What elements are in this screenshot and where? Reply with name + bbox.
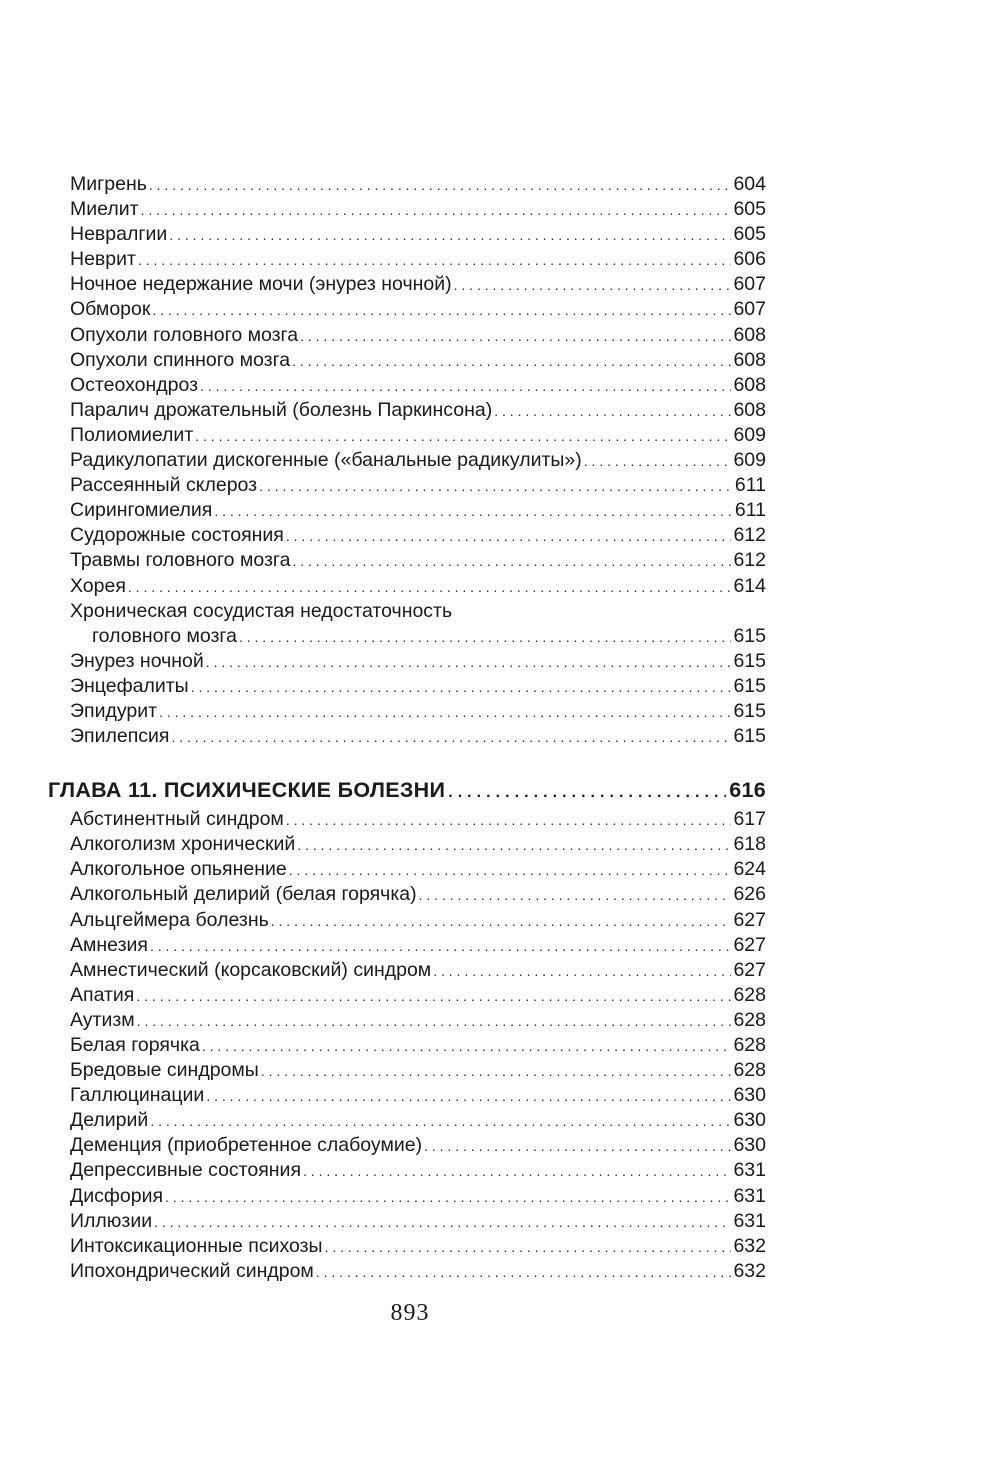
chapter-dot-leader bbox=[448, 776, 726, 810]
toc-entry-page: 627 bbox=[733, 908, 766, 931]
toc-entry-title: Делирий bbox=[70, 1109, 149, 1132]
toc-entry bbox=[48, 624, 766, 649]
toc-entry-title: Иллюзии bbox=[70, 1209, 153, 1232]
toc-entry bbox=[48, 599, 766, 624]
toc-entry bbox=[48, 1259, 766, 1284]
toc-entry bbox=[48, 933, 766, 958]
toc-dot-leader bbox=[325, 1235, 732, 1260]
toc-dot-leader bbox=[128, 575, 732, 600]
toc-entry-title: Эпилепсия bbox=[70, 725, 170, 748]
toc-entry-title: Амнестический (корсаковский) синдром bbox=[70, 958, 432, 981]
toc-entry-title: Интоксикационные психозы bbox=[70, 1234, 323, 1257]
toc-dot-leader bbox=[138, 248, 731, 273]
toc-dot-leader bbox=[419, 883, 732, 908]
toc-entry-page: 611 bbox=[734, 474, 766, 497]
toc-dot-leader bbox=[206, 650, 732, 675]
toc-dot-leader bbox=[154, 1210, 731, 1235]
toc-entry-page: 617 bbox=[733, 808, 766, 831]
toc-entry-title: Обморок bbox=[70, 298, 151, 321]
table-of-contents bbox=[48, 172, 766, 1284]
toc-entry-page: 612 bbox=[733, 549, 766, 572]
toc-entry bbox=[48, 908, 766, 933]
toc-entry-page: 604 bbox=[733, 173, 766, 195]
toc-entry bbox=[48, 807, 766, 832]
toc-entry-page: 608 bbox=[733, 323, 766, 346]
toc-entry bbox=[48, 1108, 766, 1133]
toc-dot-leader bbox=[424, 1134, 731, 1159]
toc-dot-leader bbox=[169, 223, 731, 248]
toc-entry-page: 628 bbox=[733, 983, 766, 1006]
toc-entry bbox=[48, 882, 766, 907]
toc-entry-page: 605 bbox=[733, 223, 766, 246]
toc-entry-title: Депрессивные состояния bbox=[70, 1159, 302, 1182]
toc-entry-title: Неврит bbox=[70, 248, 136, 271]
toc-dot-leader bbox=[149, 173, 732, 198]
toc-entry-page: 615 bbox=[733, 725, 766, 748]
toc-dot-leader bbox=[202, 1034, 732, 1059]
page-number: 893 bbox=[390, 1300, 430, 1326]
toc-entry-page: 609 bbox=[733, 449, 766, 472]
section-spacer bbox=[48, 749, 766, 773]
toc-dot-leader bbox=[286, 524, 732, 549]
toc-entry bbox=[48, 1083, 766, 1108]
toc-entry bbox=[48, 247, 766, 272]
toc-entry bbox=[48, 172, 766, 197]
toc-entry-page: 614 bbox=[733, 574, 766, 597]
toc-dot-leader bbox=[297, 833, 731, 858]
toc-entry-title: Дисфория bbox=[70, 1184, 164, 1207]
toc-entry bbox=[48, 857, 766, 882]
toc-section-neurology bbox=[48, 172, 766, 749]
toc-dot-leader bbox=[261, 1059, 732, 1084]
toc-entry bbox=[48, 373, 766, 398]
toc-entry-title: Мигрень bbox=[70, 173, 147, 195]
toc-entry bbox=[48, 1184, 766, 1209]
toc-entry bbox=[48, 523, 766, 548]
chapter-title: ГЛАВА 11. ПСИХИЧЕСКИЕ БОЛЕЗНИ bbox=[48, 778, 446, 803]
toc-entry-page: 608 bbox=[733, 373, 766, 396]
toc-entry-page: 627 bbox=[733, 958, 766, 981]
toc-entry-title: Алкогольный делирий (белая горячка) bbox=[70, 883, 417, 906]
toc-entry bbox=[48, 297, 766, 322]
toc-entry-page: 630 bbox=[733, 1109, 766, 1132]
toc-entry bbox=[48, 348, 766, 373]
toc-entry-page: 630 bbox=[733, 1084, 766, 1107]
toc-entry bbox=[48, 398, 766, 423]
toc-entry-title: Паралич дрожательный (болезнь Паркинсона) bbox=[70, 398, 493, 421]
toc-entry bbox=[48, 473, 766, 498]
toc-entry bbox=[48, 574, 766, 599]
toc-dot-leader bbox=[152, 298, 731, 323]
toc-entry-title: Невралгии bbox=[70, 223, 168, 246]
toc-entry-page: 628 bbox=[733, 1059, 766, 1082]
toc-entry-page: 606 bbox=[733, 248, 766, 271]
toc-entry-title: Рассеянный склероз bbox=[70, 474, 258, 497]
toc-dot-leader bbox=[300, 324, 731, 349]
toc-entry bbox=[48, 323, 766, 348]
toc-dot-leader bbox=[271, 909, 732, 934]
toc-entry-page: 624 bbox=[733, 858, 766, 881]
toc-entry-title: Алкоголизм хронический bbox=[70, 833, 296, 856]
toc-dot-leader bbox=[239, 625, 731, 650]
toc-dot-leader bbox=[206, 1084, 731, 1109]
toc-entry-title: Опухоли головного мозга bbox=[70, 323, 299, 346]
toc-entry bbox=[48, 1234, 766, 1259]
toc-entry-title: Опухоли спинного мозга bbox=[70, 348, 291, 371]
toc-entry-page: 611 bbox=[734, 499, 766, 522]
toc-dot-leader bbox=[259, 474, 733, 499]
toc-entry-title: Галлюцинации bbox=[70, 1084, 205, 1107]
toc-entry bbox=[48, 197, 766, 222]
toc-entry-page: 605 bbox=[733, 198, 766, 221]
toc-entry-title: Аутизм bbox=[70, 1008, 135, 1031]
toc-entry-page: 609 bbox=[733, 423, 766, 446]
toc-entry bbox=[48, 222, 766, 247]
toc-entry bbox=[48, 958, 766, 983]
toc-entry-title: Хорея bbox=[70, 574, 126, 597]
toc-dot-leader bbox=[136, 984, 731, 1009]
toc-entry bbox=[48, 649, 766, 674]
toc-entry-title: Деменция (приобретенное слабоумие) bbox=[70, 1134, 423, 1157]
toc-dot-leader bbox=[159, 700, 731, 725]
toc-entry-page: 631 bbox=[733, 1159, 766, 1182]
toc-dot-leader bbox=[195, 424, 731, 449]
toc-dot-leader bbox=[584, 449, 732, 474]
toc-entry-title: Алкогольное опьянение bbox=[70, 858, 287, 881]
toc-entry-title: головного мозга bbox=[92, 624, 237, 647]
toc-entry-page: 607 bbox=[733, 273, 766, 296]
toc-entry bbox=[48, 1033, 766, 1058]
toc-entry-page: 628 bbox=[733, 1008, 766, 1031]
toc-entry bbox=[48, 1058, 766, 1083]
toc-entry-title: Бредовые синдромы bbox=[70, 1059, 259, 1082]
toc-entry-title: Абстинентный синдром bbox=[70, 808, 284, 831]
toc-entry-title: Сирингомиелия bbox=[70, 499, 213, 522]
toc-entry-title: Ночное недержание мочи (энурез ночной) bbox=[70, 273, 452, 296]
toc-entry bbox=[48, 724, 766, 749]
toc-entry-title: Апатия bbox=[70, 983, 135, 1006]
toc-entry-title: Энурез ночной bbox=[70, 649, 204, 672]
toc-entry-page: 608 bbox=[733, 348, 766, 371]
toc-dot-leader bbox=[200, 374, 731, 399]
toc-entry-page: 615 bbox=[733, 624, 766, 647]
toc-entry bbox=[48, 1008, 766, 1033]
toc-entry-title: Хроническая сосудистая недостаточность bbox=[70, 599, 453, 622]
toc-entry-title: Альцгеймера болезнь bbox=[70, 908, 269, 931]
toc-entry-page: 615 bbox=[733, 649, 766, 672]
toc-dot-leader bbox=[303, 1159, 731, 1184]
toc-entry bbox=[48, 548, 766, 573]
toc-entry-title: Амнезия bbox=[70, 933, 148, 956]
toc-entry-page: 631 bbox=[733, 1209, 766, 1232]
toc-entry-title: Белая горячка bbox=[70, 1034, 200, 1056]
toc-entry-title: Полиомиелит bbox=[70, 423, 194, 446]
toc-entry-page: 632 bbox=[733, 1234, 766, 1257]
toc-entry-title: Радикулопатии дискогенные («банальные радикулиты») bbox=[70, 449, 582, 472]
toc-entry-title: Травмы головного мозга bbox=[70, 549, 291, 572]
toc-entry-page: 632 bbox=[733, 1259, 766, 1282]
toc-dot-leader bbox=[171, 725, 731, 750]
toc-dot-leader bbox=[292, 549, 731, 574]
toc-dot-leader bbox=[150, 934, 731, 959]
toc-entry-page: 615 bbox=[733, 699, 766, 722]
toc-entry bbox=[48, 448, 766, 473]
chapter-heading bbox=[48, 773, 766, 807]
toc-dot-leader bbox=[433, 959, 731, 984]
toc-dot-leader bbox=[316, 1260, 732, 1285]
toc-entry bbox=[48, 674, 766, 699]
toc-entry-page: 627 bbox=[733, 933, 766, 956]
toc-entry bbox=[48, 1133, 766, 1158]
toc-dot-leader bbox=[150, 1109, 731, 1134]
toc-entry bbox=[48, 1209, 766, 1234]
toc-entry-page: 628 bbox=[733, 1034, 766, 1056]
toc-entry-page: 612 bbox=[733, 524, 766, 547]
toc-entry bbox=[48, 1158, 766, 1183]
toc-entry bbox=[48, 983, 766, 1008]
toc-section-psychiatry bbox=[48, 807, 766, 1284]
toc-dot-leader bbox=[137, 1009, 732, 1034]
toc-entry-title: Судорожные состояния bbox=[70, 524, 284, 547]
toc-entry-page: 630 bbox=[733, 1134, 766, 1157]
toc-dot-leader bbox=[286, 808, 732, 833]
toc-dot-leader bbox=[494, 399, 731, 424]
toc-dot-leader bbox=[454, 273, 732, 298]
toc-entry bbox=[48, 423, 766, 448]
toc-entry-title: Энцефалиты bbox=[70, 674, 189, 697]
toc-dot-leader bbox=[165, 1185, 731, 1210]
toc-entry bbox=[48, 272, 766, 297]
chapter-page: 616 bbox=[729, 778, 766, 803]
toc-entry-title: Ипохондрический синдром bbox=[70, 1259, 314, 1282]
toc-dot-leader bbox=[289, 858, 732, 883]
toc-entry-title: Миелит bbox=[70, 198, 139, 221]
toc-entry bbox=[48, 832, 766, 857]
toc-entry-page: 615 bbox=[733, 674, 766, 697]
toc-entry-page: 608 bbox=[733, 398, 766, 421]
toc-entry-page: 631 bbox=[733, 1184, 766, 1207]
toc-entry-page: 626 bbox=[733, 883, 766, 906]
toc-dot-leader bbox=[214, 499, 733, 524]
toc-entry-page: 618 bbox=[733, 833, 766, 856]
toc-entry-title: Эпидурит bbox=[70, 699, 158, 722]
toc-entry bbox=[48, 699, 766, 724]
toc-dot-leader bbox=[292, 349, 731, 374]
toc-entry-title: Остеохондроз bbox=[70, 373, 199, 396]
toc-dot-leader bbox=[191, 675, 732, 700]
toc-dot-leader bbox=[141, 198, 732, 223]
toc-entry bbox=[48, 498, 766, 523]
toc-entry-page: 607 bbox=[733, 298, 766, 321]
